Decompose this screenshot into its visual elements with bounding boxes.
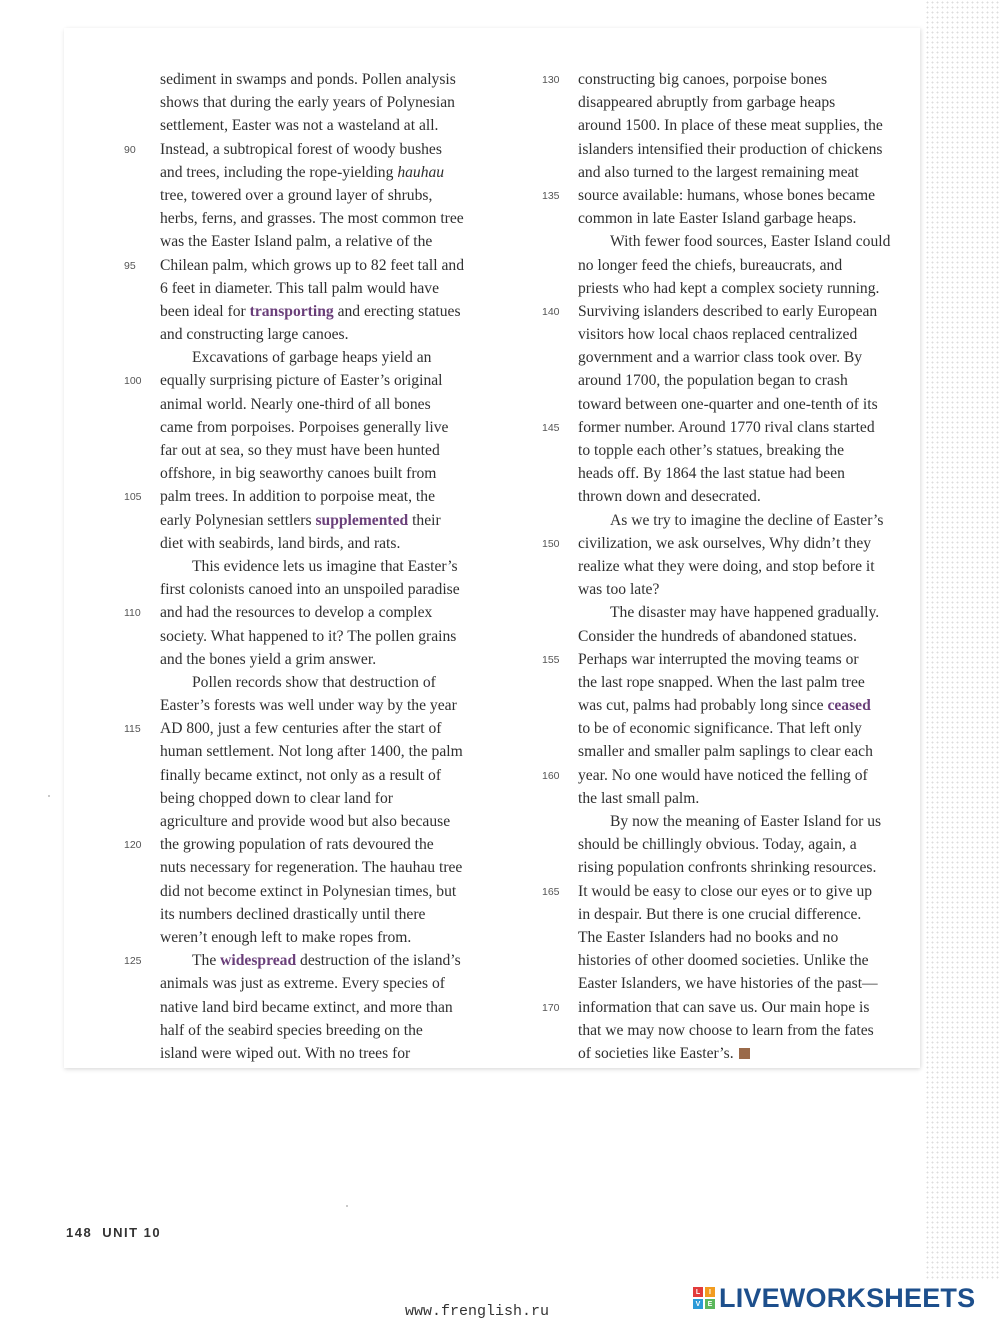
line-text: the last small palm. xyxy=(578,789,700,807)
line-text: far out at sea, so they must have been hunted xyxy=(160,442,440,459)
logo-tile: V xyxy=(693,1299,703,1309)
text-line xyxy=(542,1042,962,1065)
line-text: realize what they were doing, and stop before it xyxy=(578,557,875,575)
text-line xyxy=(124,555,544,578)
line-text: priests who had kept a complex society running. xyxy=(578,279,880,297)
line-text: shows that during the early years of Polynesian xyxy=(160,94,455,112)
text-line xyxy=(542,880,962,903)
line-number: 105 xyxy=(124,491,142,504)
vocabulary-word: ceased xyxy=(827,697,871,715)
line-text: histories of other doomed societies. Unlike the xyxy=(578,952,869,970)
text-line xyxy=(542,764,962,787)
text-line xyxy=(542,369,962,392)
line-text: nuts necessary for regeneration. The hauhau tree xyxy=(160,859,463,877)
line-text: Consider the hundreds of abandoned statues. xyxy=(578,627,857,645)
text-line xyxy=(542,114,962,137)
text-line xyxy=(124,949,544,972)
line-number: 90 xyxy=(124,143,136,156)
text-line xyxy=(542,740,962,763)
line-text: animal world. Nearly one-third of all bones xyxy=(160,395,431,413)
text-line xyxy=(124,972,544,995)
text-line xyxy=(542,903,962,926)
line-text: did not become extinct in Polynesian times, but xyxy=(160,882,457,900)
text-line xyxy=(124,671,544,694)
text-line xyxy=(124,648,544,671)
line-text: government and a warrior class took over. By xyxy=(578,349,863,367)
text-line xyxy=(124,578,544,601)
line-text: information that can save us. Our main hope is xyxy=(578,998,870,1016)
text-line xyxy=(542,207,962,230)
text-line xyxy=(542,462,962,485)
text-line xyxy=(542,254,962,277)
line-text: the last rope snapped. When the last palm tree xyxy=(578,673,865,691)
text-line xyxy=(542,91,962,114)
line-text: half of the seabird species breeding on the xyxy=(160,1021,423,1039)
text-line xyxy=(542,648,962,671)
line-text: The widespread destruction of the island’s xyxy=(192,952,461,970)
line-text: common in late Easter Island garbage heaps. xyxy=(578,210,857,228)
text-line xyxy=(542,277,962,300)
text-line xyxy=(542,996,962,1019)
text-line xyxy=(542,138,962,161)
line-text: the growing population of rats devoured the xyxy=(160,836,434,854)
line-number: 130 xyxy=(542,74,560,86)
line-text: been ideal for transporting and erecting statues xyxy=(160,302,461,320)
text-line xyxy=(124,764,544,787)
line-text: was too late? xyxy=(578,581,660,599)
line-text: animals was just as extreme. Every species of xyxy=(160,975,445,993)
line-number: 160 xyxy=(542,769,560,782)
text-line xyxy=(542,810,962,833)
line-text: Excavations of garbage heaps yield an xyxy=(192,349,432,367)
line-text: constructing big canoes, porpoise bones xyxy=(578,71,828,88)
text-line xyxy=(124,509,544,532)
line-text: Instead, a subtropical forest of woody bushes xyxy=(160,140,442,158)
line-number: 155 xyxy=(542,653,560,666)
line-text: It would be easy to close our eyes or to give up xyxy=(578,882,873,900)
line-text: equally surprising picture of Easter’s original xyxy=(160,372,443,390)
text-line xyxy=(542,416,962,439)
line-text: human settlement. Not long after 1400, the palm xyxy=(160,743,463,761)
line-number: 125 xyxy=(124,955,142,968)
text-line xyxy=(124,996,544,1019)
line-text: Chilean palm, which grows up to 82 feet tall and xyxy=(160,256,465,274)
line-text: heads off. By 1864 the last statue had been xyxy=(578,465,845,483)
line-text: islanders intensified their production of chickens xyxy=(578,140,883,158)
line-number: 110 xyxy=(124,607,141,620)
line-text: around 1700, the population began to crash xyxy=(578,372,848,390)
text-line xyxy=(542,833,962,856)
text-line xyxy=(124,300,544,323)
line-text: thrown down and desecrated. xyxy=(578,488,761,506)
line-text: herbs, ferns, and grasses. The most common tree xyxy=(160,210,464,228)
line-text: to topple each other’s statues, breaking the xyxy=(578,442,845,459)
line-text: to be of economic significance. That left only xyxy=(578,720,862,738)
text-line xyxy=(542,68,962,91)
text-line xyxy=(542,509,962,532)
text-line xyxy=(124,161,544,184)
page-footer xyxy=(66,1225,161,1240)
liveworksheets-logo-icon xyxy=(693,1287,715,1309)
line-text: The disaster may have happened gradually. xyxy=(610,604,880,622)
page-number: 148 xyxy=(66,1225,93,1240)
text-line xyxy=(124,903,544,926)
left-column xyxy=(124,68,544,1065)
text-line xyxy=(124,230,544,253)
text-line xyxy=(542,625,962,648)
text-line xyxy=(124,856,544,879)
line-number: 100 xyxy=(124,375,142,388)
liveworksheets-brand[interactable] xyxy=(693,1282,975,1314)
text-line xyxy=(124,277,544,300)
text-line xyxy=(542,485,962,508)
text-line xyxy=(124,880,544,903)
line-text: This evidence lets us imagine that Easter’s xyxy=(192,557,458,575)
line-text: Surviving islanders described to early European xyxy=(578,302,878,320)
line-text: The Easter Islanders had no books and no xyxy=(578,928,839,946)
line-text: should be chillingly obvious. Today, again, a xyxy=(578,836,857,854)
line-text: Pollen records show that destruction of xyxy=(192,673,436,691)
vocabulary-word: transporting xyxy=(249,302,334,320)
text-line xyxy=(542,323,962,346)
line-text: civilization, we ask ourselves, Why didn’t they xyxy=(578,534,872,552)
text-line xyxy=(124,439,544,462)
site-url[interactable]: www.frenglish.ru xyxy=(405,1303,550,1320)
logo-tile: E xyxy=(705,1299,715,1309)
line-text: visitors how local chaos replaced centralized xyxy=(578,326,858,344)
text-line xyxy=(124,369,544,392)
text-line xyxy=(542,671,962,694)
text-line xyxy=(542,439,962,462)
line-text: and also turned to the largest remaining meat xyxy=(578,163,859,181)
line-text: around 1500. In place of these meat supplies, the xyxy=(578,117,883,135)
vocabulary-word: supplemented xyxy=(315,511,409,529)
scan-speck xyxy=(346,1205,348,1207)
unit-label: UNIT 10 xyxy=(102,1225,162,1240)
line-text: diet with seabirds, land birds, and rats. xyxy=(160,534,401,552)
text-line xyxy=(542,532,962,555)
line-text: agriculture and provide wood but also because xyxy=(160,813,451,830)
right-column xyxy=(542,68,962,1065)
text-line xyxy=(124,184,544,207)
text-line xyxy=(124,787,544,810)
line-text: toward between one-quarter and one-tenth of its xyxy=(578,395,878,413)
line-text: of societies like Easter’s. xyxy=(578,1042,750,1065)
line-text: finally became extinct, not only as a result of xyxy=(160,766,442,784)
line-text: and constructing large canoes. xyxy=(160,326,349,344)
text-line xyxy=(542,184,962,207)
line-text: Easter Islanders, we have histories of the past— xyxy=(578,975,878,993)
logo-tile: I xyxy=(705,1287,715,1297)
line-text: disappeared abruptly from garbage heaps xyxy=(578,94,836,112)
text-line xyxy=(124,91,544,114)
line-text: its numbers declined drastically until there xyxy=(160,905,426,923)
line-text: tree, towered over a ground layer of shrubs, xyxy=(160,186,433,204)
text-line xyxy=(542,346,962,369)
line-text: Perhaps war interrupted the moving teams or xyxy=(578,650,859,668)
line-text: weren’t enough left to make ropes from. xyxy=(160,928,412,946)
line-number: 95 xyxy=(124,259,136,272)
line-number: 165 xyxy=(542,885,560,898)
text-line xyxy=(542,300,962,323)
text-line xyxy=(542,393,962,416)
text-line xyxy=(542,717,962,740)
line-text: offshore, in big seaworthy canoes built from xyxy=(160,465,437,483)
text-line xyxy=(124,810,544,833)
line-text: palm trees. In addition to porpoise meat, the xyxy=(160,488,435,506)
line-text: island were wiped out. With no trees for xyxy=(160,1044,411,1062)
line-text: By now the meaning of Easter Island for us xyxy=(610,813,882,830)
line-text: As we try to imagine the decline of Easter’s xyxy=(610,511,884,529)
text-line xyxy=(124,346,544,369)
scan-speck xyxy=(48,795,50,797)
line-text: first colonists canoed into an unspoiled paradise xyxy=(160,581,460,599)
line-text: being chopped down to clear land for xyxy=(160,789,393,807)
line-text: sediment in swamps and ponds. Pollen analysis xyxy=(160,71,456,88)
text-line xyxy=(124,323,544,346)
line-text: that we may now choose to learn from the fates xyxy=(578,1021,874,1039)
line-text: early Polynesian settlers supplemented their xyxy=(160,511,441,529)
text-line xyxy=(124,114,544,137)
text-line xyxy=(124,254,544,277)
line-text: year. No one would have noticed the felling of xyxy=(578,766,868,784)
text-line xyxy=(542,856,962,879)
line-text: no longer feed the chiefs, bureaucrats, and xyxy=(578,256,843,274)
text-line xyxy=(542,694,962,717)
text-line xyxy=(542,555,962,578)
line-text: and trees, including the rope-yielding hauhau xyxy=(160,163,445,181)
line-number: 170 xyxy=(542,1001,560,1014)
article-panel xyxy=(64,28,920,1068)
line-number: 140 xyxy=(542,305,560,318)
line-text: came from porpoises. Porpoises generally live xyxy=(160,418,449,436)
text-line xyxy=(542,578,962,601)
text-line xyxy=(542,972,962,995)
logo-tile: L xyxy=(693,1287,703,1297)
text-line xyxy=(542,601,962,624)
line-text: former number. Around 1770 rival clans started xyxy=(578,418,875,436)
text-line xyxy=(124,694,544,717)
line-text: was the Easter Island palm, a relative of the xyxy=(160,233,433,251)
text-line xyxy=(124,926,544,949)
line-text: in despair. But there is one crucial difference. xyxy=(578,905,862,923)
line-number: 150 xyxy=(542,537,560,550)
line-number: 135 xyxy=(542,189,560,202)
text-line xyxy=(124,1042,544,1065)
text-line xyxy=(124,207,544,230)
line-text: native land bird became extinct, and more than xyxy=(160,998,453,1016)
text-line xyxy=(124,138,544,161)
line-text: society. What happened to it? The pollen grains xyxy=(160,627,457,645)
line-text: AD 800, just a few centuries after the start of xyxy=(160,720,442,738)
text-line xyxy=(542,1019,962,1042)
end-of-article-mark xyxy=(739,1048,750,1059)
text-line xyxy=(124,462,544,485)
line-number: 145 xyxy=(542,421,560,434)
text-line xyxy=(542,787,962,810)
brand-name: LIVEWORKSHEETS xyxy=(719,1282,976,1313)
text-line xyxy=(124,393,544,416)
text-line xyxy=(542,230,962,253)
line-number: 115 xyxy=(124,723,141,736)
text-line xyxy=(124,625,544,648)
text-line xyxy=(124,740,544,763)
text-line xyxy=(124,416,544,439)
line-text: source available: humans, whose bones became xyxy=(578,186,876,204)
text-line xyxy=(542,949,962,972)
line-text: With fewer food sources, Easter Island could xyxy=(610,233,891,251)
text-line xyxy=(124,485,544,508)
text-line xyxy=(124,1019,544,1042)
text-line xyxy=(124,532,544,555)
line-text: smaller and smaller palm saplings to clear each xyxy=(578,743,873,761)
line-text: Easter’s forests was well under way by the year xyxy=(160,697,457,715)
vocabulary-word: widespread xyxy=(220,952,297,970)
line-text: 6 feet in diameter. This tall palm would have xyxy=(160,279,440,297)
line-text: and the bones yield a grim answer. xyxy=(160,650,377,668)
text-line xyxy=(124,717,544,740)
line-text: was cut, palms had probably long since ceased xyxy=(578,697,871,715)
text-line xyxy=(124,601,544,624)
text-line xyxy=(124,68,544,91)
line-text: settlement, Easter was not a wasteland at all. xyxy=(160,117,439,135)
line-number: 120 xyxy=(124,839,142,852)
line-text: rising population confronts shrinking resources. xyxy=(578,859,877,877)
text-line xyxy=(542,926,962,949)
text-line xyxy=(542,161,962,184)
text-line xyxy=(124,833,544,856)
line-text: and had the resources to develop a complex xyxy=(160,604,433,622)
